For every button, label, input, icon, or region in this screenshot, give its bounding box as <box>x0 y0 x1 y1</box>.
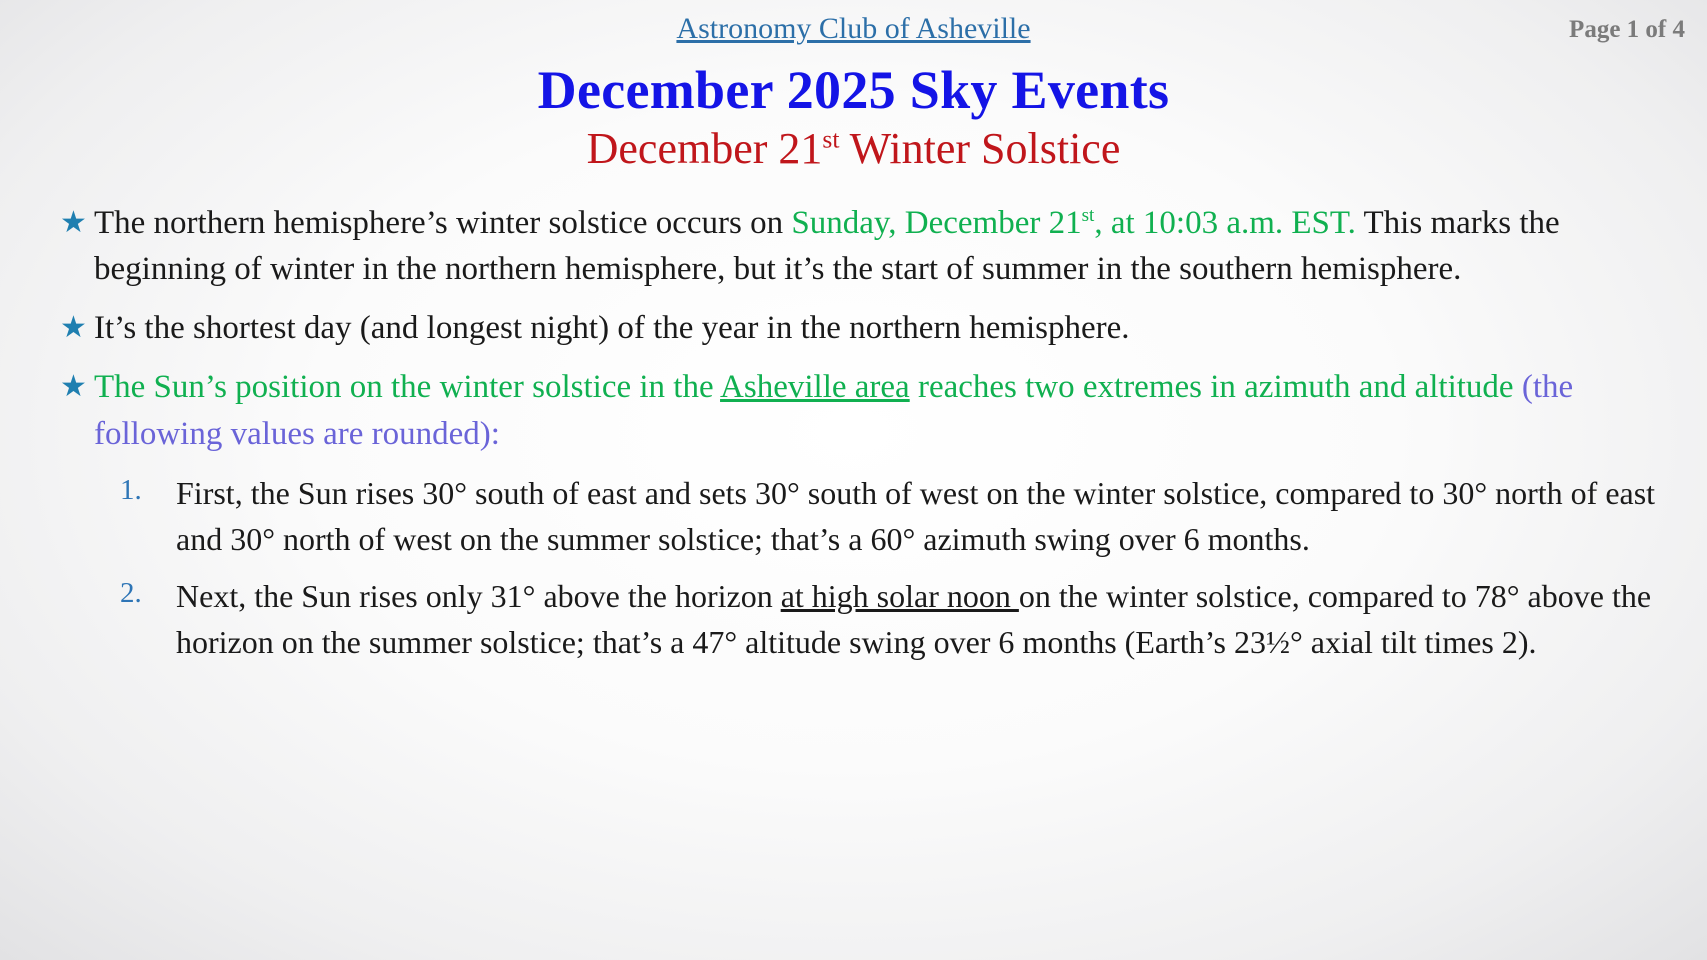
bullet-3-part-1: The Sun’s position on the winter solstice in the <box>94 369 721 406</box>
list-item <box>120 470 1677 563</box>
bullet-3-rounded-note: (the following values are rounded): <box>94 369 1574 453</box>
bullet-1-highlight-time: , at 10:03 a.m. EST. <box>1094 204 1356 241</box>
bullet-1-part-1: The northern hemisphere’s winter solstice occurs on <box>94 204 792 241</box>
page-indicator: Page 1 of 4 <box>1569 16 1685 43</box>
list-item-number: 2. <box>120 576 142 609</box>
bullet-item <box>60 364 1677 458</box>
list-item-number: 1. <box>120 473 142 506</box>
bullet-item <box>60 305 1677 352</box>
list-item <box>120 573 1677 666</box>
slide-body <box>0 200 1707 666</box>
numbered-list <box>60 470 1677 666</box>
star-icon: ★ <box>60 311 87 345</box>
bullet-1-highlight-date: Sunday, December 21 <box>791 204 1082 241</box>
bullet-text <box>94 200 1677 294</box>
list-item-2-solar-noon: at high solar noon <box>780 577 1019 614</box>
subtitle-event: Winter Solstice <box>839 124 1121 174</box>
bullet-3-part-3: reaches two extremes in azimuth and altitude <box>909 369 1522 406</box>
bullet-text <box>94 364 1677 458</box>
list-item-2-part-1: Next, the Sun rises only 31° above the horizon <box>176 577 781 614</box>
bullet-text: It’s the shortest day (and longest night) of the year in the northern hemisphere. <box>94 310 1130 347</box>
page-title: December 2025 Sky Events <box>537 60 1170 120</box>
bullet-1-part-3: This marks the beginning of winter in the northern hemisphere, but it’s the start of summer in the southern hemisphere. <box>94 204 1560 288</box>
list-item-text <box>176 573 1677 666</box>
slide-header <box>0 0 1707 56</box>
list-item-2-part-3: on the winter solstice, compared to 78° above the horizon on the summer solstice; that’s a 47° altitude swing over 6 months (Earth’s 23½° axial tilt times 2). <box>176 577 1652 661</box>
star-icon: ★ <box>60 370 87 404</box>
bullet-item <box>60 200 1677 294</box>
page-subtitle <box>0 125 1707 173</box>
list-item-text: First, the Sun rises 30° south of east and sets 30° south of west on the winter solstice, compared to 30° north of east and 30° north of west on the summer solstice; that’s a 60° azimuth swing over 6 months. <box>176 474 1656 558</box>
bullet-3-asheville-area: Asheville area <box>720 369 910 406</box>
star-icon: ★ <box>60 205 87 239</box>
bullet-1-highlight-ordinal: st <box>1081 204 1095 226</box>
subtitle-ordinal-suffix: st <box>822 124 840 154</box>
astronomy-club-link[interactable]: Astronomy Club of Asheville <box>676 12 1031 45</box>
subtitle-date: December 21 <box>586 124 823 174</box>
